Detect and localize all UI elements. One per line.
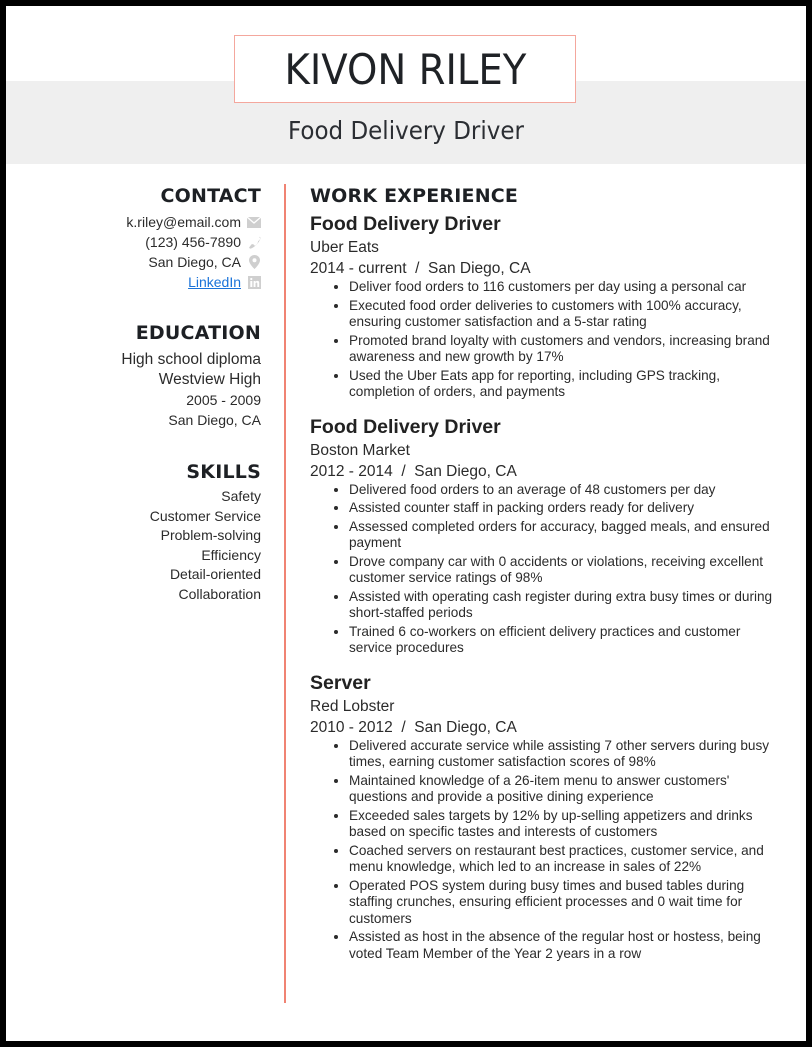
job-bullets [310,482,780,657]
contact-heading: CONTACT [160,185,261,207]
job-bullet: • Assisted as host in the absence of the regular host or hostess, being voted Team Member of the Year 2 years in a row [349,929,780,962]
skill-item: Efficiency [201,546,261,563]
job-dates-location: 2010 - 2012 / San Diego, CA [310,718,517,736]
job-bullet: • Assisted counter staff in packing orders ready for delivery [349,500,780,517]
skill-item: Detail-oriented [169,566,261,582]
linkedin-icon [247,275,261,289]
education-section [6,321,261,430]
job-bullet: • Promoted brand loyalty with customers and vendors, increasing brand awareness and new growth by 17% [349,333,780,366]
education-location: San Diego, CA [168,412,261,428]
job-bullet: • Assisted with operating cash register during extra busy times or during short-staffed periods [349,589,780,622]
job-bullet: • Assessed completed orders for accuracy, bagged meals, and ensured payment [349,519,780,552]
location-text: San Diego, CA [148,254,241,270]
job-entry [310,415,780,657]
contact-linkedin [6,272,261,292]
job-role: Server [310,671,371,694]
job-bullet: • Exceeded sales targets by 12% by up-selling appetizers and drinks based on specific tastes and interests of customers [349,808,780,841]
job-bullet: • Used the Uber Eats app for reporting, including GPS tracking, completion of orders, and payments [349,368,780,401]
resume-page [6,6,806,1041]
skill-item: Safety [221,488,261,504]
education-heading: EDUCATION [135,322,261,344]
contact-location [6,252,261,272]
skills-heading: SKILLS [186,461,261,483]
name-box [234,35,576,103]
job-bullets [310,279,780,401]
job-company: Boston Market [310,441,410,459]
job-dates-location: 2012 - 2014 / San Diego, CA [310,462,517,480]
job-entry [310,671,780,963]
column-divider [284,184,286,1003]
contact-phone [6,232,261,252]
skill-item: Customer Service [149,507,261,524]
phone-icon [247,235,261,249]
job-role: Food Delivery Driver [310,415,501,438]
job-bullet: • Trained 6 co-workers on efficient delivery practices and customer service procedures [349,624,780,657]
job-bullets [310,738,780,963]
job-bullet: • Coached servers on restaurant best practices, customer service, and menu knowledge, which led to an increase in sales of 22% [349,843,780,876]
job-entry [310,212,780,401]
job-company: Uber Eats [310,239,379,256]
job-bullet: • Delivered accurate service while assisting 7 other servers during busy times, earning customer satisfaction scores of 98% [349,738,780,771]
job-bullet: • Drove company car with 0 accidents or violations, receiving excellent customer service ratings of 98% [349,554,780,587]
email-text: k.riley@email.com [126,214,241,230]
contact-section [6,184,261,292]
job-bullet: • Operated POS system during busy times and bused tables during staffing crunches, ensuring efficient processes and 0 wait time for customers [349,878,780,928]
skill-item: Collaboration [178,585,261,602]
job-bullet: • Executed food order deliveries to customers with 100% accuracy, ensuring customer satisfaction and a 5-star rating [349,298,780,331]
skill-item: Problem-solving [160,527,261,543]
candidate-title: Food Delivery Driver [287,116,525,145]
education-degree: High school diploma [121,351,261,368]
phone-text: (123) 456-7890 [145,234,241,250]
candidate-name: KIVON RILEY [284,44,526,94]
job-company: Red Lobster [310,697,395,715]
job-role: Food Delivery Driver [310,213,501,235]
contact-email [6,212,261,232]
work-experience-heading: WORK EXPERIENCE [310,185,519,207]
job-bullet: • Deliver food orders to 116 customers per day using a personal car [349,279,780,296]
envelope-icon [247,215,261,229]
map-pin-icon [247,255,261,269]
right-column [310,184,780,964]
linkedin-link[interactable]: LinkedIn [188,274,241,290]
left-column [6,184,261,604]
job-bullet: • Maintained knowledge of a 26-item menu to answer customers' questions and provide a positive dining experience [349,773,780,806]
education-years: 2005 - 2009 [186,392,261,408]
education-school: Westview High [158,371,261,388]
skills-section [6,460,261,604]
job-bullet: • Delivered food orders to an average of 48 customers per day [349,482,780,499]
job-dates-location: 2014 - current / San Diego, CA [310,260,531,277]
